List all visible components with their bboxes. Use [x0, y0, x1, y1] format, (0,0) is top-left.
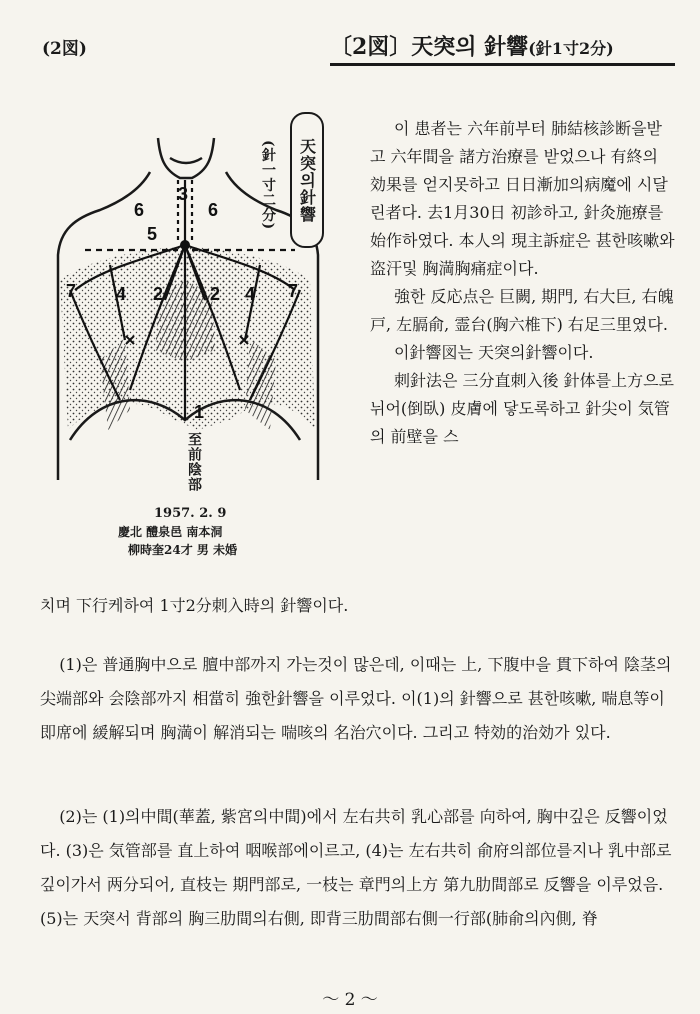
figure-vertical-label: 天突의針響 [290, 112, 324, 248]
figure-number: 6 [208, 200, 219, 220]
paragraph: 刺針法은 三分直刺入後 針体를上方으로 뉘어(倒臥) 皮膚에 닿도록하고 針尖이 気管의 前壁을 스 [370, 371, 674, 446]
right-column-text [370, 115, 675, 451]
title-main: 〔2図〕天突의 針響 [330, 34, 529, 60]
figure-number: 4 [245, 284, 256, 304]
figure-number: 3 [178, 184, 189, 204]
figure-number: 5 [147, 224, 158, 244]
paragraph: 이 患者는 六年前부터 肺結核診断을받고 六年間을 諸方治療를 받었으나 有終의 効果를 얻지못하고 日日漸加의病魔에 시달린者다. 去1月30日 初診하고, 針灸施療를 始作하였다. 本人의 現主訴症은 甚한咳嗽와 盗汗및 胸満胸痛症이다. [370, 119, 675, 278]
needle-depth-note: (針一寸二分) [260, 140, 276, 231]
figure-number: 7 [66, 281, 77, 301]
figure-number: 6 [134, 200, 145, 220]
figure-number: 2 [210, 284, 221, 304]
paragraph: (1)은 普通胸中으로 膻中部까지 가는것이 많은데, 이때는 上, 下腹中을 貫下하여 陰茎의 尖端部와 会陰部까지 相當히 強한針響을 이루었다. 이(1)의 針響으로 甚한咳嗽, 喘息等이 即席에 緩解되며 胸満이 解消되는 喘咳의 名治穴이다. 그리고 特効的治効가 있다. [40, 655, 672, 742]
torso-shading [60, 246, 315, 430]
caption-patient: 柳時奎24才 男 未婚 [128, 543, 238, 557]
figure-number: 7 [288, 281, 299, 301]
caption-place: 慶北 醴泉邑 南本洞 [118, 525, 223, 539]
paragraph: 이針響図는 天突의針響이다. [394, 343, 594, 362]
figure-bottom-label: 至前陰部 [186, 432, 202, 492]
continuation-line: 치며 下行케하여 1寸2分刺入時의 針響이다. [40, 596, 349, 615]
paragraph: (2)는 (1)의中間(華蓋, 紫宮의中間)에서 左右共히 乳心部를 向하여, 胸中깊은 反響이었다. (3)은 気管部를 直上하여 咽喉部에이르고, (4)는 左右共히 俞府의部位를지나 乳中部로 깊이가서 两分되어, 直枝는 期門部로, 一枝는 章門의上方 第九肋間部로 反響을 이루었음. (5)는 天突서 背部의 胸三肋間의右側, 即背三肋間部右側一行部(肺俞의內側, 脊 [40, 807, 672, 928]
figure-caption [118, 505, 237, 559]
figure-number: 2 [153, 284, 164, 304]
caption-date: 1957. 2. 9 [154, 506, 227, 521]
page-number: ～ 2 ～ [322, 990, 378, 1010]
page-title [330, 30, 675, 66]
figure-number: 1 [194, 402, 205, 422]
figure-label: (2図) [42, 39, 87, 59]
title-sub: (針1寸2分) [528, 39, 614, 58]
figure-number: 4 [116, 284, 127, 304]
paragraph: 強한 反応点은 巨闕, 期門, 右大巨, 右魄戸, 左膈俞, 霊台(胸六椎下) 右足三里였다. [370, 287, 674, 334]
